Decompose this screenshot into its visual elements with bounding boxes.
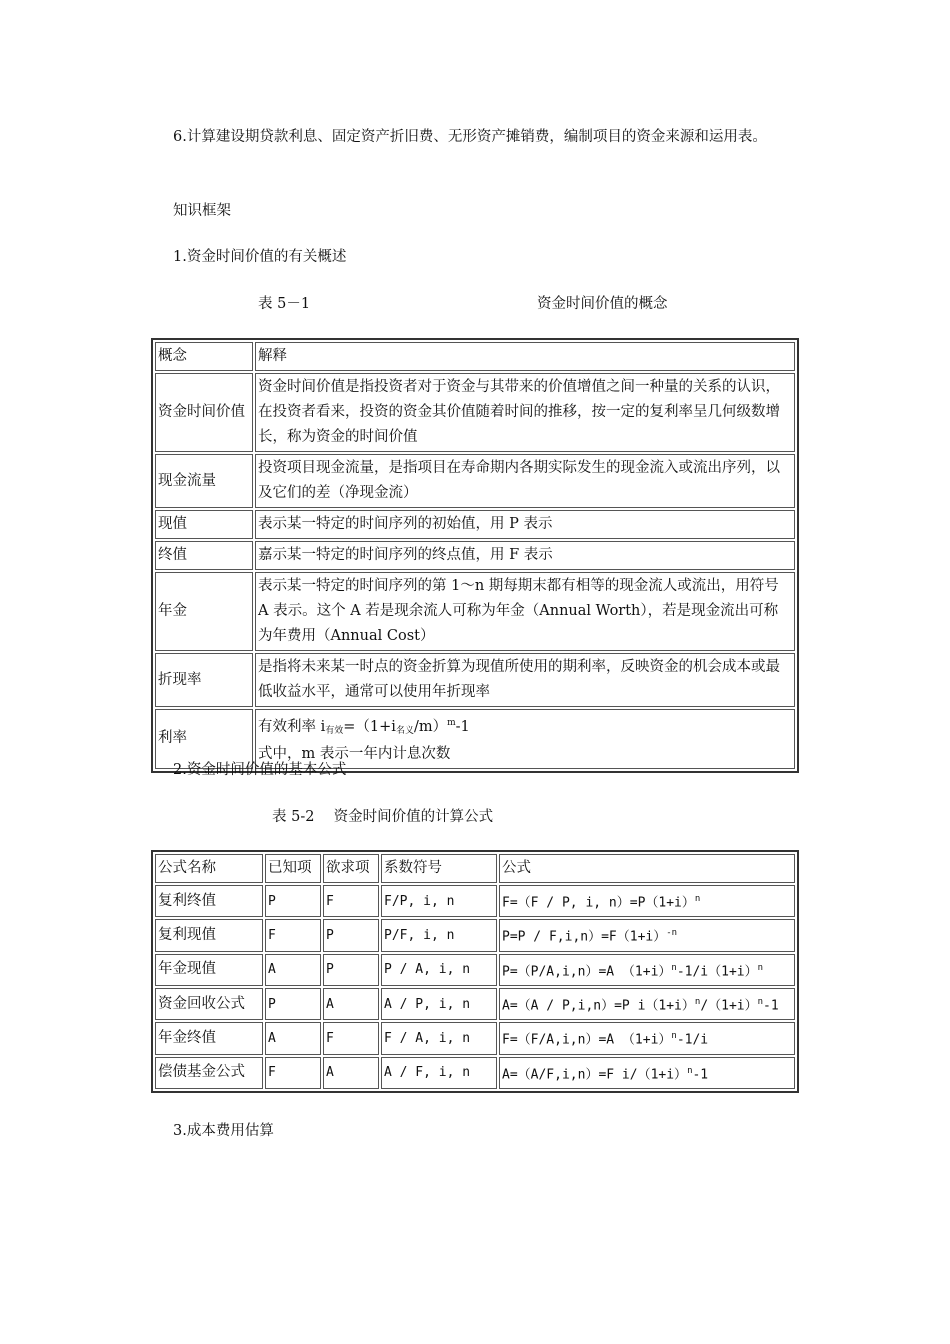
section-heading-3: 3.成本费用估算 xyxy=(173,1123,274,1139)
known-item: F xyxy=(265,1057,321,1089)
paragraph-item-6: 6.计算建设期贷款利息、固定资产折旧费、无形资产摊销费，编制项目的资金来源和运用表。 xyxy=(173,129,767,145)
table-row xyxy=(155,919,795,951)
formula-table xyxy=(151,850,799,1093)
concept-explanation: 表示某一特定的时间序列的初始值，用 P 表示 xyxy=(255,510,795,539)
table-row xyxy=(155,541,795,570)
concept-explanation: 表示某一特定的时间序列的第 1～n 期每期末都有相等的现金流人或流出，用符号 A 表示。这个 A 若是现余流人可称为年金（Annual Worth），若是现金流出可称为年费用（Annual Cost） xyxy=(255,572,795,651)
wanted-item: A xyxy=(323,1057,379,1089)
formula-name: 偿债基金公式 xyxy=(155,1057,263,1089)
table1-caption-number: 表 5－1 xyxy=(258,296,311,312)
concept-name: 终值 xyxy=(155,541,253,570)
heading-knowledge-framework: 知识框架 xyxy=(173,203,231,219)
section-heading-2: 2.资金时间价值的基本公式 xyxy=(173,762,347,778)
factor-symbol: F/P, i, n xyxy=(381,885,497,917)
known-item: P xyxy=(265,885,321,917)
formula-name: 年金终值 xyxy=(155,1022,263,1054)
header-cell: 概念 xyxy=(155,342,253,371)
formula-name: 年金现值 xyxy=(155,954,263,986)
concept-name: 现金流量 xyxy=(155,454,253,508)
rate-note: 式中，m 表示一年内计息次数 xyxy=(258,745,451,762)
wanted-item: A xyxy=(323,988,379,1020)
concept-explanation: 投资项目现金流量，是指项目在寿命期内各期实际发生的现金流入或流出序列，以及它们的差（净现金流） xyxy=(255,454,795,508)
known-item: F xyxy=(265,919,321,951)
wanted-item: F xyxy=(323,1022,379,1054)
concept-name: 资金时间价值 xyxy=(155,373,253,452)
header-cell: 公式 xyxy=(499,854,795,883)
table1-caption-title: 资金时间价值的概念 xyxy=(537,296,668,312)
table-row xyxy=(155,1022,795,1054)
header-cell: 解释 xyxy=(255,342,795,371)
factor-symbol: A / F, i, n xyxy=(381,1057,497,1089)
header-cell: 欲求项 xyxy=(323,854,379,883)
table-row xyxy=(155,1057,795,1089)
concept-table xyxy=(151,338,799,773)
table-row xyxy=(155,572,795,651)
formula-expression: P=（P/A,i,n）=A $(1+i)^n-1/i(1+i)^n$ xyxy=(499,954,795,986)
concept-name: 年金 xyxy=(155,572,253,651)
factor-symbol: F / A, i, n xyxy=(381,1022,497,1054)
concept-explanation: 是指将未来某一时点的资金折算为现值所使用的期利率，反映资金的机会成本或最低收益水平，通常可以使用年折现率 xyxy=(255,653,795,707)
formula-name: 资金回收公式 xyxy=(155,988,263,1020)
table-row xyxy=(155,653,795,707)
known-item: A xyxy=(265,1022,321,1054)
formula-expression: $P=P / F,i,n)=F(1+i)^{-n}$ xyxy=(499,919,795,951)
concept-name: 折现率 xyxy=(155,653,253,707)
known-item: A xyxy=(265,954,321,986)
table-row xyxy=(155,454,795,508)
table-row xyxy=(155,954,795,986)
formula-expression: A=（A/F,i,n）=F $i/(1+i)^n-1$ xyxy=(499,1057,795,1089)
formula-expression: F=（F / P, i, $n)=P(1+i)^n$ xyxy=(499,885,795,917)
formula-expression: F=（F/A,i,n）=A $(1+i)^n-1/i$ xyxy=(499,1022,795,1054)
table-header-row xyxy=(155,854,795,883)
effective-rate-formula: 有效利率 i有效=（1+i名义/m）$^m$-1 xyxy=(258,718,470,736)
header-cell: 公式名称 xyxy=(155,854,263,883)
formula-expression: A=（A / P,i,n）=P $i(1+i)^n/(1+i)^n-1$ xyxy=(499,988,795,1020)
concept-explanation: 嘉示某一特定的时间序列的终点值，用 F 表示 xyxy=(255,541,795,570)
table-header-row xyxy=(155,342,795,371)
wanted-item: P xyxy=(323,919,379,951)
table-row xyxy=(155,885,795,917)
concept-explanation: 资金时间价值是指投资者对于资金与其带来的价值增值之间一种量的关系的认识，在投资者看来，投资的资金其价值随着时间的推移，按一定的复利率呈几何级数增长，称为资金的时间价值 xyxy=(255,373,795,452)
header-cell: 已知项 xyxy=(265,854,321,883)
table-row xyxy=(155,988,795,1020)
section-heading-1: 1.资金时间价值的有关概述 xyxy=(173,249,347,265)
concept-name: 现值 xyxy=(155,510,253,539)
header-cell: 系数符号 xyxy=(381,854,497,883)
factor-symbol: P / A, i, n xyxy=(381,954,497,986)
wanted-item: P xyxy=(323,954,379,986)
factor-symbol: P/F, i, n xyxy=(381,919,497,951)
table2-caption: 表 5-2 资金时间价值的计算公式 xyxy=(272,809,494,825)
formula-name: 复利终值 xyxy=(155,885,263,917)
factor-symbol: A / P, i, n xyxy=(381,988,497,1020)
wanted-item: F xyxy=(323,885,379,917)
concept-name: 利率 xyxy=(155,709,253,769)
formula-name: 复利现值 xyxy=(155,919,263,951)
table-row xyxy=(155,373,795,452)
table-row xyxy=(155,510,795,539)
known-item: P xyxy=(265,988,321,1020)
